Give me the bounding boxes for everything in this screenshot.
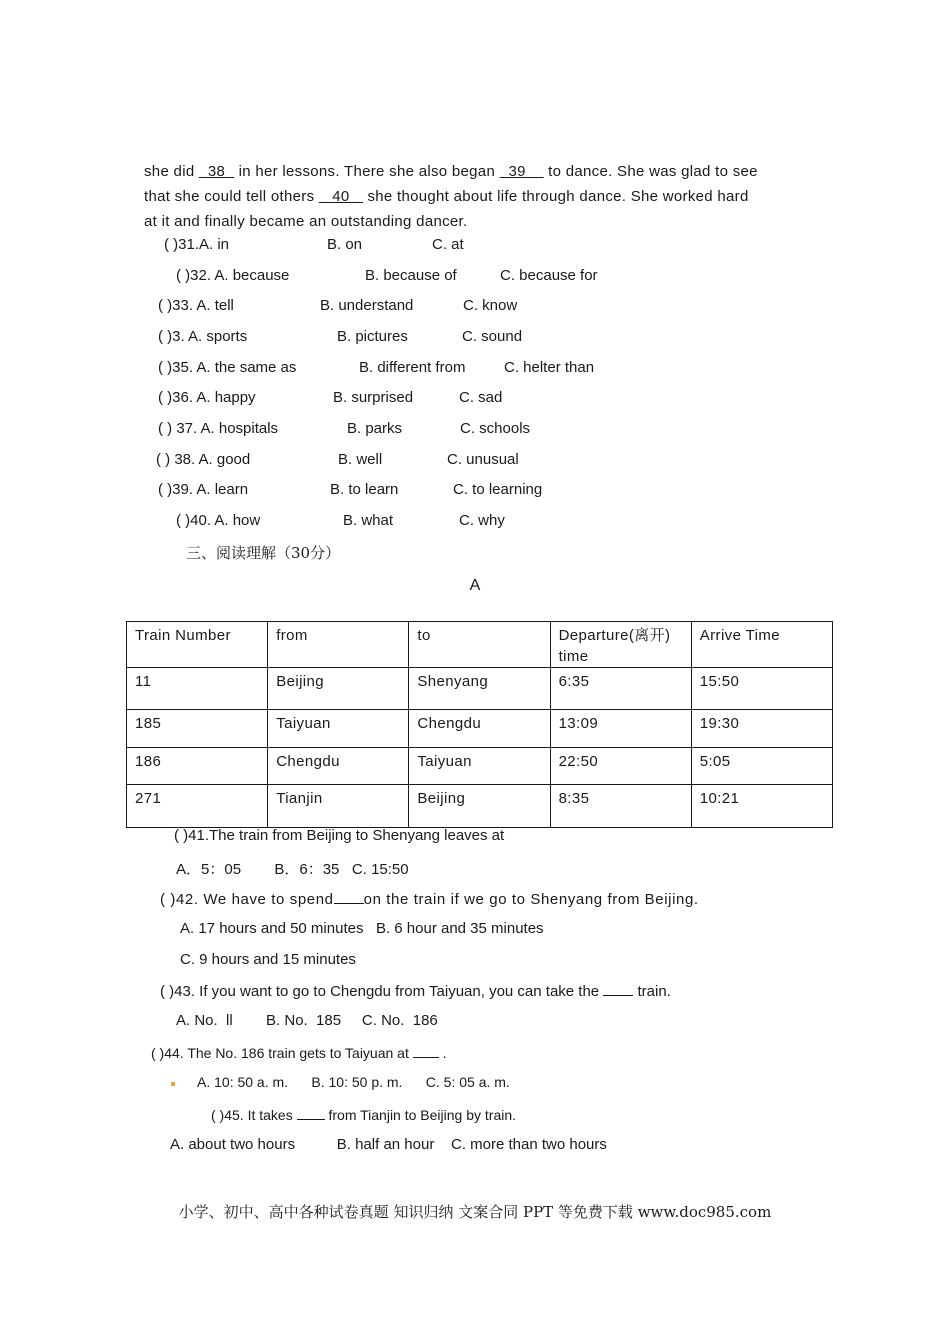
answer-blank bbox=[603, 981, 633, 996]
table-cell: Shenyang bbox=[409, 668, 550, 710]
question-45: ( )45. It takes from Tianjin to Beijing by train. bbox=[211, 1107, 517, 1123]
table-header-row bbox=[127, 622, 833, 668]
table-cell: Chengdu bbox=[268, 748, 409, 785]
question-42-options-ab: A. 17 hours and 50 minutes B. 6 hour and 35 minutes bbox=[180, 920, 544, 937]
table-cell: 185 bbox=[127, 710, 268, 748]
table-cell: 10:21 bbox=[691, 785, 832, 828]
table-cell: Taiyuan bbox=[409, 748, 550, 785]
passage-line-1: she did 38 in her lessons. There she also began 39 to dance. She was glad to see bbox=[144, 163, 758, 180]
question-45-options: A. about two hours B. half an hour C. more than two hours bbox=[170, 1136, 607, 1153]
header-cell: to bbox=[409, 622, 550, 668]
answer-blank bbox=[413, 1043, 439, 1058]
table-cell: 22:50 bbox=[550, 748, 691, 785]
table-cell: 11 bbox=[127, 668, 268, 710]
header-cell: Train Number bbox=[127, 622, 268, 668]
question-44: ( )44. The No. 186 train gets to Taiyuan at . bbox=[151, 1045, 447, 1061]
table-cell: 186 bbox=[127, 748, 268, 785]
table-row bbox=[127, 748, 833, 785]
section-a-heading: A bbox=[469, 577, 481, 594]
question-41: ( )41.The train from Beijing to Shenyang leaves at bbox=[174, 827, 505, 844]
table-cell: 13:09 bbox=[550, 710, 691, 748]
table-cell: Taiyuan bbox=[268, 710, 409, 748]
passage-line-3: at it and finally became an outstanding dancer. bbox=[144, 213, 468, 230]
question-43: ( )43. If you want to go to Chengdu from Taiyuan, you can take the train. bbox=[160, 983, 671, 1000]
table-cell: 8:35 bbox=[550, 785, 691, 828]
table-cell: 271 bbox=[127, 785, 268, 828]
question-44-options: A. 10: 50 a. m. B. 10: 50 p. m. C. 5: 05 a. m. bbox=[197, 1074, 510, 1090]
footer-text: 小学、初中、高中各种试卷真题 知识归纳 文案合同 PPT 等免费下载 www.doc985.com bbox=[178, 1203, 772, 1221]
passage-line-2: that she could tell others 40 she thought about life through dance. She worked hard bbox=[144, 188, 749, 205]
table-cell: 6:35 bbox=[550, 668, 691, 710]
table-cell: Beijing bbox=[268, 668, 409, 710]
answer-blank bbox=[334, 889, 364, 904]
blank-38: 38 bbox=[207, 163, 226, 180]
table-cell: 19:30 bbox=[691, 710, 832, 748]
table-cell: 15:50 bbox=[691, 668, 832, 710]
header-cell: Arrive Time bbox=[691, 622, 832, 668]
table-cell: Beijing bbox=[409, 785, 550, 828]
table-cell: Tianjin bbox=[268, 785, 409, 828]
table-cell: 5:05 bbox=[691, 748, 832, 785]
table-cell: Chengdu bbox=[409, 710, 550, 748]
question-43-options: A. No. ll B. No. 185 C. No. 186 bbox=[176, 1012, 438, 1029]
answer-blank bbox=[297, 1105, 325, 1120]
header-cell: Departure(离开) time bbox=[550, 622, 691, 668]
blank-39: 39 bbox=[508, 163, 526, 180]
section-heading: 三、阅读理解（30分） bbox=[186, 544, 341, 562]
table-row bbox=[127, 785, 833, 828]
passage bbox=[144, 159, 808, 234]
question-42-option-c: C. 9 hours and 15 minutes bbox=[180, 951, 356, 968]
header-cell: from bbox=[268, 622, 409, 668]
question-41-options: A．5：05 B．6：35 C. 15:50 bbox=[176, 861, 409, 878]
blank-40: 40 bbox=[332, 188, 350, 205]
bullet-mark bbox=[171, 1082, 175, 1086]
train-table bbox=[126, 621, 833, 828]
question-42: ( )42. We have to spend on the train if we go to Shenyang from Beijing. bbox=[160, 891, 699, 908]
table-row bbox=[127, 710, 833, 748]
table-row bbox=[127, 668, 833, 710]
